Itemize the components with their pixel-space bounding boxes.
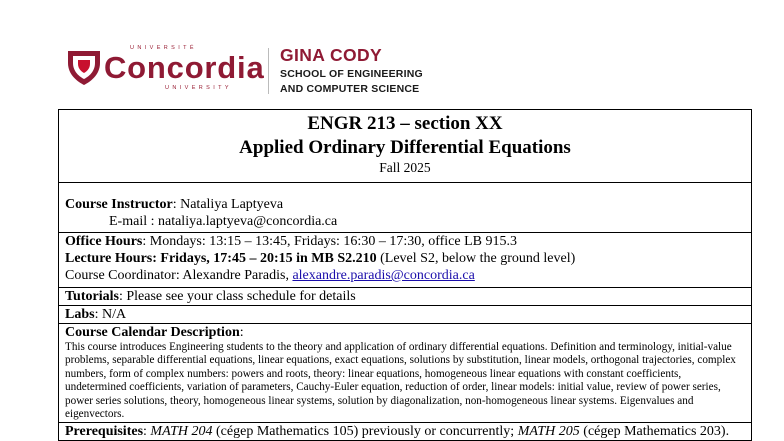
logo-divider	[268, 48, 269, 94]
concordia-crest-icon	[66, 47, 102, 87]
university-bottom-text: UNIVERSITY	[165, 85, 233, 91]
course-term: Fall 2025	[379, 160, 431, 175]
labs-label: Labs	[65, 307, 95, 322]
school-name: GINA CODY	[280, 45, 383, 65]
lecture-hours-label: Lecture Hours	[65, 251, 153, 266]
coordinator-text: Course Coordinator: Alexandre Paradis,	[65, 268, 293, 283]
tutorials-line	[65, 288, 745, 305]
title-row	[59, 110, 752, 183]
lecture-hours-line	[65, 250, 745, 267]
instructor-name: : Nataliya Laptyeva	[172, 197, 284, 212]
office-hours-line	[65, 233, 745, 250]
instructor-line	[65, 196, 745, 213]
instructor-cell	[59, 183, 752, 233]
prereq-course-1: MATH 204	[150, 424, 213, 440]
coordinator-line	[65, 267, 745, 284]
school-line-1: SCHOOL OF ENGINEERING	[280, 68, 423, 80]
office-hours-label: Office Hours	[65, 234, 143, 249]
calendar-description: This course introduces Engineering students to the theory and application of ordinary differential equations. Definition and terminology, initial-value problems, separable differential equations, linear equations, exact equations, solutions by substitution, linear models, orthogonal trajectories, complex numbers, form of complex numbers: powers and roots, theory: linear equations, homogeneous linear equations with constant coefficients, undetermined coefficients, variation of parameters, Cauchy-Euler equation, reduction of order, linear models: initial value, review of power series, power series solutions, theory, homogeneous linear systems, solution by diagonalization, non-homogeneous linear systems. Eigenvalues and eigenvectors.	[65, 341, 736, 421]
instructor-label: Course Instructor	[65, 197, 173, 212]
calendar-cell	[59, 324, 752, 423]
prereq-course-2: MATH 205	[517, 424, 580, 440]
prereq-row	[59, 423, 752, 441]
lecture-hours-bold: : Fridays, 17:45 – 20:15 in MB S2.210	[152, 251, 377, 266]
calendar-row	[59, 324, 752, 423]
tutorials-cell	[59, 288, 752, 306]
calendar-heading	[65, 324, 745, 341]
coordinator-email-link[interactable]: alexandre.paradis@concordia.ca	[292, 268, 475, 283]
office-hours-text: : Mondays: 13:15 – 13:45, Fridays: 16:30 – 17:30, office LB 915.3	[142, 234, 517, 249]
calendar-label: Course Calendar Description	[65, 325, 240, 340]
concordia-wordmark: Concordia	[104, 50, 265, 85]
school-line-2: AND COMPUTER SCIENCE	[280, 83, 420, 95]
university-top-text: UNIVERSITÉ	[130, 45, 198, 51]
prereq-text-2: (cégep Mathematics 203).	[579, 424, 730, 440]
labs-text: : N/A	[94, 307, 127, 322]
tutorials-row	[59, 288, 752, 306]
header-logos	[0, 0, 784, 104]
labs-row	[59, 306, 752, 324]
lecture-hours-location: (Level S2, below the ground level)	[376, 251, 576, 266]
prereq-text-1: (cégep Mathematics 105) previously or concurrently;	[212, 424, 518, 440]
calendar-colon: :	[239, 325, 244, 340]
labs-cell	[59, 306, 752, 324]
instructor-email: E-mail : nataliya.laptyeva@concordia.ca	[109, 214, 338, 229]
instructor-row	[59, 183, 752, 233]
course-code: ENGR 213 – section XX	[307, 113, 503, 134]
hours-cell	[59, 233, 752, 288]
prereq-label: Prerequisites	[65, 424, 144, 440]
course-outline-table	[58, 109, 752, 441]
tutorials-label: Tutorials	[65, 289, 119, 304]
prereq-line	[65, 423, 745, 440]
course-title: Applied Ordinary Differential Equations	[239, 137, 571, 158]
prereq-cell	[59, 423, 752, 441]
title-cell	[59, 110, 752, 183]
labs-line	[65, 306, 745, 323]
tutorials-text: : Please see your class schedule for details	[118, 289, 356, 304]
prereq-colon: :	[143, 424, 151, 440]
hours-row	[59, 233, 752, 288]
